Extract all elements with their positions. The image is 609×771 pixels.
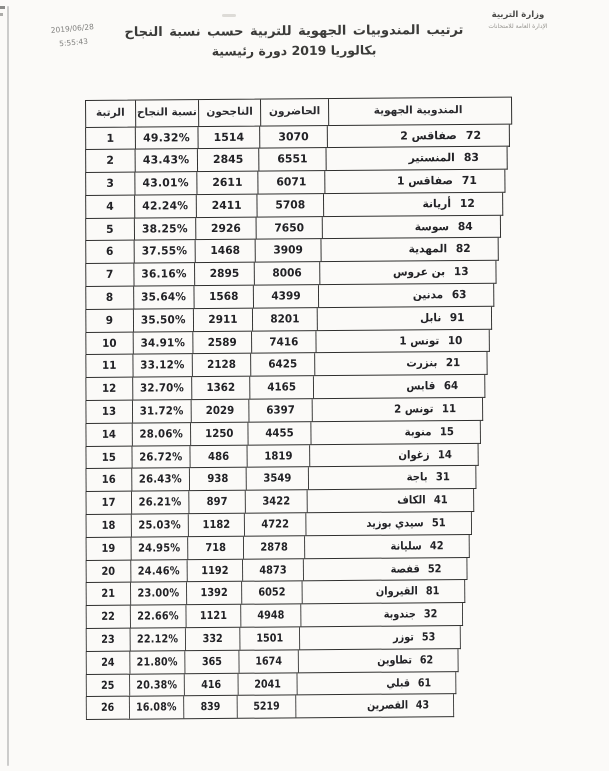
present-cell: 3909 (255, 240, 321, 262)
passed-cell: 897 (188, 491, 245, 513)
rank-cell: 24 (101, 655, 115, 669)
delegation-code: 64 (443, 379, 459, 393)
present-cell: 1819 (247, 445, 310, 467)
present-cell: 4873 (242, 559, 303, 581)
present-cell: 6425 (250, 354, 314, 376)
table-row (86, 580, 466, 606)
passed-cell: 2926 (195, 217, 256, 239)
success-rate-cell: 38.25% (133, 218, 195, 240)
present-cell: 3549 (246, 468, 308, 490)
table-row (85, 170, 505, 196)
rank-cell: 20 (101, 564, 116, 578)
rank-cell: 15 (101, 450, 116, 464)
passed-cell: 2911 (193, 309, 252, 331)
success-rate-cell: 20.38% (129, 674, 184, 696)
delegation-name: بن عروس (392, 265, 446, 279)
table-row (85, 375, 485, 401)
success-rate-cell: 33.12% (132, 355, 192, 377)
delegation-name: صفاقس 2 (400, 128, 457, 143)
delegation-code: 32 (423, 607, 438, 621)
delegation-code: 14 (437, 447, 452, 461)
present-cell: 6551 (258, 148, 325, 170)
rank-cell: 10 (102, 336, 117, 350)
delegation-name: بنزرت (406, 356, 438, 370)
delegation-cell (308, 466, 472, 489)
table-row (85, 421, 480, 447)
delegation-name: قبلي (386, 676, 411, 690)
rank-cell: 18 (101, 518, 116, 532)
delegation-code: 11 (441, 402, 457, 416)
passed-cell: 416 (184, 673, 238, 695)
success-rate-cell: 43.01% (134, 172, 197, 194)
delegation-code: 31 (435, 470, 450, 484)
rank-cell: 23 (101, 632, 115, 646)
present-cell: 5219 (237, 696, 296, 718)
delegation-code: 43 (415, 698, 430, 712)
delegation-code: 51 (431, 516, 446, 530)
delegation-cell (309, 444, 474, 467)
present-cell: 6397 (248, 399, 311, 421)
delegation-code: 83 (463, 151, 479, 165)
passed-cell: 2128 (192, 354, 251, 376)
passed-cell: 1250 (190, 423, 248, 445)
delegation-name: تونس 2 (394, 402, 434, 416)
success-rate-cell: 34.91% (132, 332, 192, 354)
rank-cell: 14 (101, 427, 117, 441)
table-row (86, 535, 470, 561)
present-cell: 2041 (238, 673, 297, 695)
delegation-name: تطاوين (377, 653, 413, 667)
rank-cell: 16 (101, 473, 116, 487)
passed-cell: 1362 (191, 377, 249, 399)
table-row (86, 672, 457, 698)
rank-cell: 25 (101, 678, 115, 692)
success-rate-cell: 26.72% (131, 446, 190, 468)
header-present: الحاضرون (260, 99, 328, 125)
delegation-cell (302, 581, 461, 604)
passed-cell: 1392 (186, 582, 241, 604)
success-rate-cell: 21.80% (129, 651, 185, 673)
table-row (85, 147, 508, 173)
present-cell: 8201 (252, 308, 317, 330)
present-cell: 3422 (245, 491, 307, 513)
delegation-cell (322, 215, 496, 238)
present-cell: 4455 (247, 422, 310, 444)
success-rate-cell: 43.43% (134, 149, 197, 171)
passed-cell: 1182 (188, 514, 244, 536)
delegation-code: 10 (447, 333, 463, 347)
delegation-cell (300, 603, 458, 626)
success-rate-cell: 32.70% (132, 377, 192, 399)
present-cell: 5708 (256, 194, 323, 216)
table-row (86, 512, 472, 538)
table-row (85, 352, 487, 378)
delegation-name: مدنين (412, 288, 444, 302)
success-rate-cell: 22.66% (129, 605, 185, 627)
success-rate-cell: 16.08% (128, 697, 183, 719)
table-row (85, 124, 510, 150)
table-row (85, 444, 478, 470)
delegation-code: 21 (445, 356, 461, 370)
header-passed: الناجحون (198, 100, 260, 126)
present-cell: 6052 (241, 582, 302, 604)
results-table (85, 97, 517, 721)
present-cell: 4948 (240, 605, 300, 627)
delegation-name: باجة (406, 470, 428, 484)
delegation-code: 41 (433, 493, 448, 507)
table-row (86, 489, 475, 515)
success-rate-cell: 24.95% (130, 537, 187, 559)
rank-cell: 9 (105, 313, 114, 327)
success-rate-cell: 35.50% (132, 309, 193, 331)
delegation-cell (310, 421, 476, 444)
delegation-name: الكاف (397, 493, 426, 507)
present-cell: 2878 (243, 536, 304, 558)
table-header-row (85, 97, 512, 128)
table-row (86, 603, 463, 629)
delegation-name: المنستير (408, 151, 455, 165)
delegation-name: جندوبة (383, 607, 416, 621)
passed-cell: 332 (185, 628, 240, 650)
success-rate-cell: 26.21% (131, 491, 189, 513)
delegation-cell (299, 626, 456, 649)
table-row (85, 215, 501, 241)
passed-cell: 2589 (192, 331, 251, 353)
delegation-code: 42 (429, 539, 444, 553)
delegation-cell (315, 330, 485, 353)
delegation-code: 13 (453, 265, 469, 279)
passed-cell: 486 (189, 445, 246, 467)
delegation-cell (314, 352, 483, 375)
timestamp (35, 19, 111, 54)
passed-cell: 718 (187, 537, 243, 559)
passed-cell: 1514 (197, 126, 259, 148)
present-cell: 1501 (239, 627, 299, 649)
success-rate-cell: 37.55% (133, 241, 195, 263)
success-rate-cell: 36.16% (133, 263, 194, 285)
rank-cell: 8 (105, 290, 114, 304)
delegation-cell (317, 307, 488, 330)
delegation-cell (327, 124, 505, 147)
scan-speck (0, 6, 5, 9)
passed-cell: 2411 (196, 195, 257, 217)
rank-cell: 6 (105, 245, 114, 259)
delegation-name: زغوان (398, 447, 430, 462)
delegation-name: سيدي بوزيد (366, 516, 424, 530)
delegation-name: قابس (406, 379, 436, 393)
delegation-name: صفاقس 1 (396, 174, 453, 188)
delegation-name: توزر (393, 630, 414, 644)
table-row (85, 238, 499, 264)
table-row (85, 307, 492, 333)
delegation-name: سليانة (390, 539, 422, 553)
delegation-code: 52 (427, 561, 442, 575)
title-line-2: بكالوريا 2019 دورة رئيسية (211, 42, 377, 59)
delegation-cell (324, 170, 500, 193)
passed-cell: 1468 (195, 240, 255, 262)
success-rate-cell: 42.24% (134, 195, 196, 217)
rank-cell: 7 (105, 268, 114, 282)
success-rate-cell: 22.12% (129, 628, 185, 650)
present-cell: 7416 (251, 331, 316, 353)
rank-cell: 22 (101, 610, 115, 624)
passed-cell: 1121 (185, 605, 240, 627)
delegation-code: 12 (459, 196, 475, 210)
passed-cell: 1568 (193, 286, 253, 308)
rank-cell: 5 (106, 222, 114, 236)
table-row (85, 398, 483, 424)
success-rate-cell: 28.06% (131, 423, 190, 445)
table-row (86, 558, 468, 584)
rank-cell: 17 (101, 496, 116, 510)
rank-cell: 13 (101, 404, 117, 418)
delegation-code: 81 (425, 584, 440, 598)
scan-edge-line (7, 6, 9, 766)
table-row (85, 193, 503, 219)
delegation-code: 71 (461, 174, 477, 188)
ministry-header (453, 10, 583, 30)
timestamp-date: 2019/06/28 (50, 22, 95, 35)
scan-speck (0, 13, 3, 16)
delegation-cell (303, 558, 463, 581)
delegation-name: القيروان (375, 584, 418, 599)
table-row (85, 284, 494, 310)
present-cell: 3070 (259, 126, 327, 148)
delegation-code: 63 (451, 288, 467, 302)
present-cell: 8006 (254, 262, 320, 284)
delegation-name: تونس 1 (399, 333, 440, 348)
rank-cell: 1 (106, 131, 115, 145)
title-line-1: ترتيب المندوبيات الجهوية للتربية حسب نسبة النجاح (124, 22, 464, 41)
delegation-cell (298, 649, 454, 672)
success-rate-cell: 31.72% (132, 400, 191, 422)
success-rate-cell: 24.46% (130, 560, 187, 582)
table-row (86, 649, 459, 675)
delegation-code: 82 (455, 242, 471, 256)
success-rate-cell: 23.00% (130, 583, 187, 605)
table-row (85, 330, 490, 356)
delegation-name: القصرين (367, 698, 409, 713)
rank-cell: 12 (101, 382, 117, 396)
passed-cell: 1192 (187, 559, 243, 581)
success-rate-cell: 35.64% (133, 286, 194, 308)
table-row (86, 466, 477, 492)
delegation-name: أريانة (422, 197, 452, 211)
table-row (85, 261, 496, 287)
present-cell: 7650 (256, 217, 322, 239)
delegation-name: سوسة (414, 219, 450, 234)
header-delegation: المندوبية الجهوية (328, 98, 507, 125)
table-row (86, 695, 454, 721)
rank-cell: 21 (101, 587, 116, 601)
delegation-name: منوبة (404, 425, 432, 439)
delegation-cell (305, 512, 467, 535)
rank-cell: 26 (100, 701, 115, 715)
scan-smudge (222, 14, 236, 17)
delegation-name: قفصة (390, 562, 420, 576)
delegation-cell (319, 261, 492, 284)
present-cell: 1674 (238, 650, 298, 672)
present-cell: 4399 (253, 285, 318, 307)
passed-cell: 2029 (191, 400, 249, 422)
delegation-cell (323, 193, 498, 216)
ministry-name: وزارة التربية (491, 10, 545, 20)
present-cell: 4722 (244, 513, 306, 535)
present-cell: 6071 (257, 171, 324, 193)
success-rate-cell: 49.32% (134, 127, 197, 149)
delegation-cell (313, 375, 481, 398)
delegation-code: 15 (439, 424, 455, 439)
rank-cell: 19 (101, 541, 116, 555)
delegation-name: المهدية (408, 242, 448, 256)
delegation-code: 53 (421, 630, 436, 644)
rank-cell: 3 (106, 176, 114, 190)
ministry-department: الإدارة العامة للامتحانات (488, 23, 548, 30)
delegation-cell (307, 489, 470, 512)
header-success-rate: نسبة النجاح (135, 100, 199, 126)
delegation-code: 84 (457, 219, 473, 233)
passed-cell: 2611 (196, 172, 257, 194)
timestamp-time: 5:55:43 (58, 36, 89, 49)
delegation-code: 91 (449, 310, 465, 325)
delegation-cell (297, 672, 452, 695)
passed-cell: 2895 (194, 263, 254, 285)
passed-cell: 839 (183, 696, 237, 718)
delegation-cell (304, 535, 465, 558)
passed-cell: 938 (189, 468, 246, 490)
document-title (118, 23, 470, 59)
passed-cell: 365 (184, 651, 238, 673)
rank-cell: 2 (106, 154, 114, 168)
table-row (86, 626, 461, 652)
rank-cell: 11 (101, 359, 117, 373)
delegation-cell (295, 695, 450, 718)
success-rate-cell: 26.43% (131, 469, 189, 491)
delegation-cell (318, 284, 490, 307)
delegation-cell (320, 238, 493, 261)
delegation-name: نابل (420, 311, 442, 325)
success-rate-cell: 25.03% (130, 514, 188, 536)
delegation-code: 62 (419, 653, 434, 667)
delegation-cell (312, 398, 479, 421)
present-cell: 4165 (249, 376, 313, 398)
passed-cell: 2845 (197, 149, 259, 171)
header-rank: الرتبة (95, 106, 125, 119)
delegation-code: 72 (465, 128, 482, 142)
delegation-cell (326, 147, 503, 170)
rank-cell: 4 (106, 199, 114, 213)
delegation-code: 61 (417, 675, 432, 690)
